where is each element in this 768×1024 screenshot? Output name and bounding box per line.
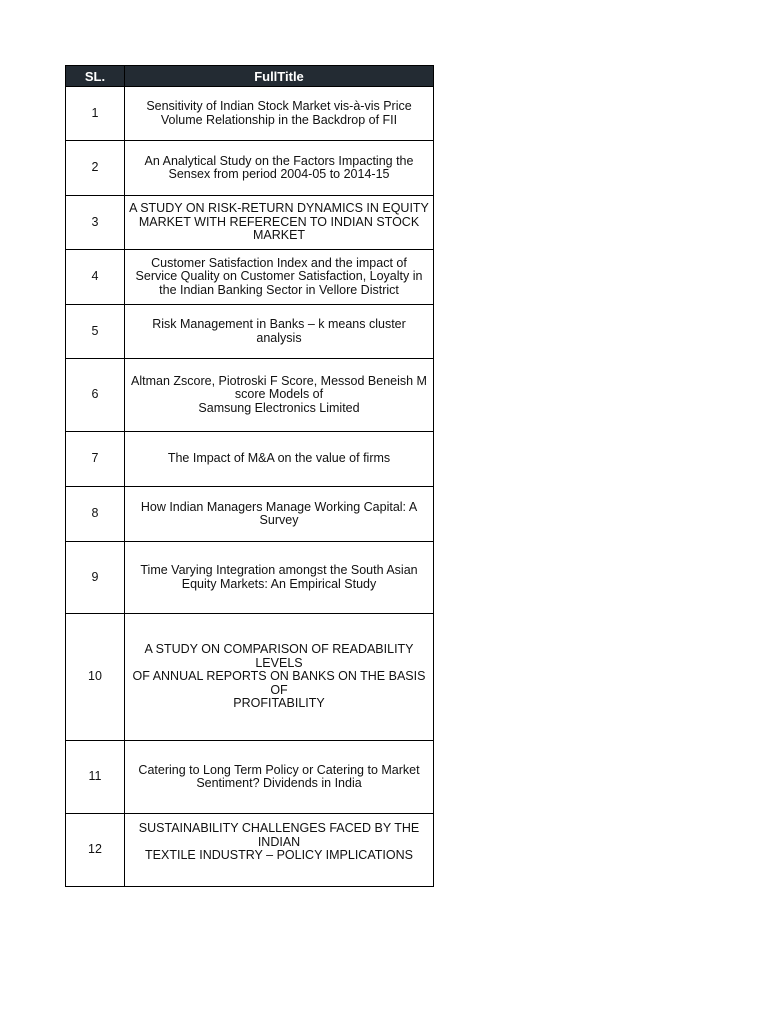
table-row — [66, 141, 434, 196]
table-row — [66, 432, 434, 487]
sl-cell: 12 — [66, 814, 125, 887]
table-row — [66, 741, 434, 814]
title-cell: Altman Zscore, Piotroski F Score, Messod Beneish M score Models of Samsung Electronics Limited — [125, 359, 434, 432]
header-fulltitle: FullTitle — [125, 66, 434, 87]
table-row — [66, 305, 434, 359]
title-cell: A STUDY ON RISK-RETURN DYNAMICS IN EQUITY MARKET WITH REFERECEN TO INDIAN STOCK MARKET — [125, 196, 434, 250]
header-row — [66, 66, 434, 87]
titles-table — [65, 65, 434, 887]
sl-cell: 7 — [66, 432, 125, 487]
title-cell: Catering to Long Term Policy or Catering to Market Sentiment? Dividends in India — [125, 741, 434, 814]
table-row — [66, 87, 434, 141]
sl-cell: 1 — [66, 87, 125, 141]
title-cell: A STUDY ON COMPARISON OF READABILITY LEVELS OF ANNUAL REPORTS ON BANKS ON THE BASIS OF PROFITABILITY — [125, 614, 434, 741]
sl-cell: 10 — [66, 614, 125, 741]
title-cell: Sensitivity of Indian Stock Market vis-à-vis Price Volume Relationship in the Backdrop of FII — [125, 87, 434, 141]
table-row — [66, 542, 434, 614]
sl-cell: 6 — [66, 359, 125, 432]
table-row — [66, 250, 434, 305]
table-row — [66, 487, 434, 542]
sl-cell: 2 — [66, 141, 125, 196]
title-cell: SUSTAINABILITY CHALLENGES FACED BY THE INDIAN TEXTILE INDUSTRY – POLICY IMPLICATIONS — [125, 814, 434, 887]
title-cell: An Analytical Study on the Factors Impacting the Sensex from period 2004-05 to 2014-15 — [125, 141, 434, 196]
title-cell: Customer Satisfaction Index and the impact of Service Quality on Customer Satisfaction, Loyalty in the Indian Banking Sector in Vellore District — [125, 250, 434, 305]
sl-cell: 11 — [66, 741, 125, 814]
title-cell: Time Varying Integration amongst the South Asian Equity Markets: An Empirical Study — [125, 542, 434, 614]
table-row — [66, 614, 434, 741]
header-sl: SL. — [66, 66, 125, 87]
table-row — [66, 814, 434, 887]
sl-cell: 3 — [66, 196, 125, 250]
sl-cell: 8 — [66, 487, 125, 542]
sl-cell: 4 — [66, 250, 125, 305]
title-cell: Risk Management in Banks – k means cluster analysis — [125, 305, 434, 359]
sl-cell: 9 — [66, 542, 125, 614]
title-cell: How Indian Managers Manage Working Capital: A Survey — [125, 487, 434, 542]
title-cell: The Impact of M&A on the value of firms — [125, 432, 434, 487]
sl-cell: 5 — [66, 305, 125, 359]
table-row — [66, 196, 434, 250]
table-row — [66, 359, 434, 432]
